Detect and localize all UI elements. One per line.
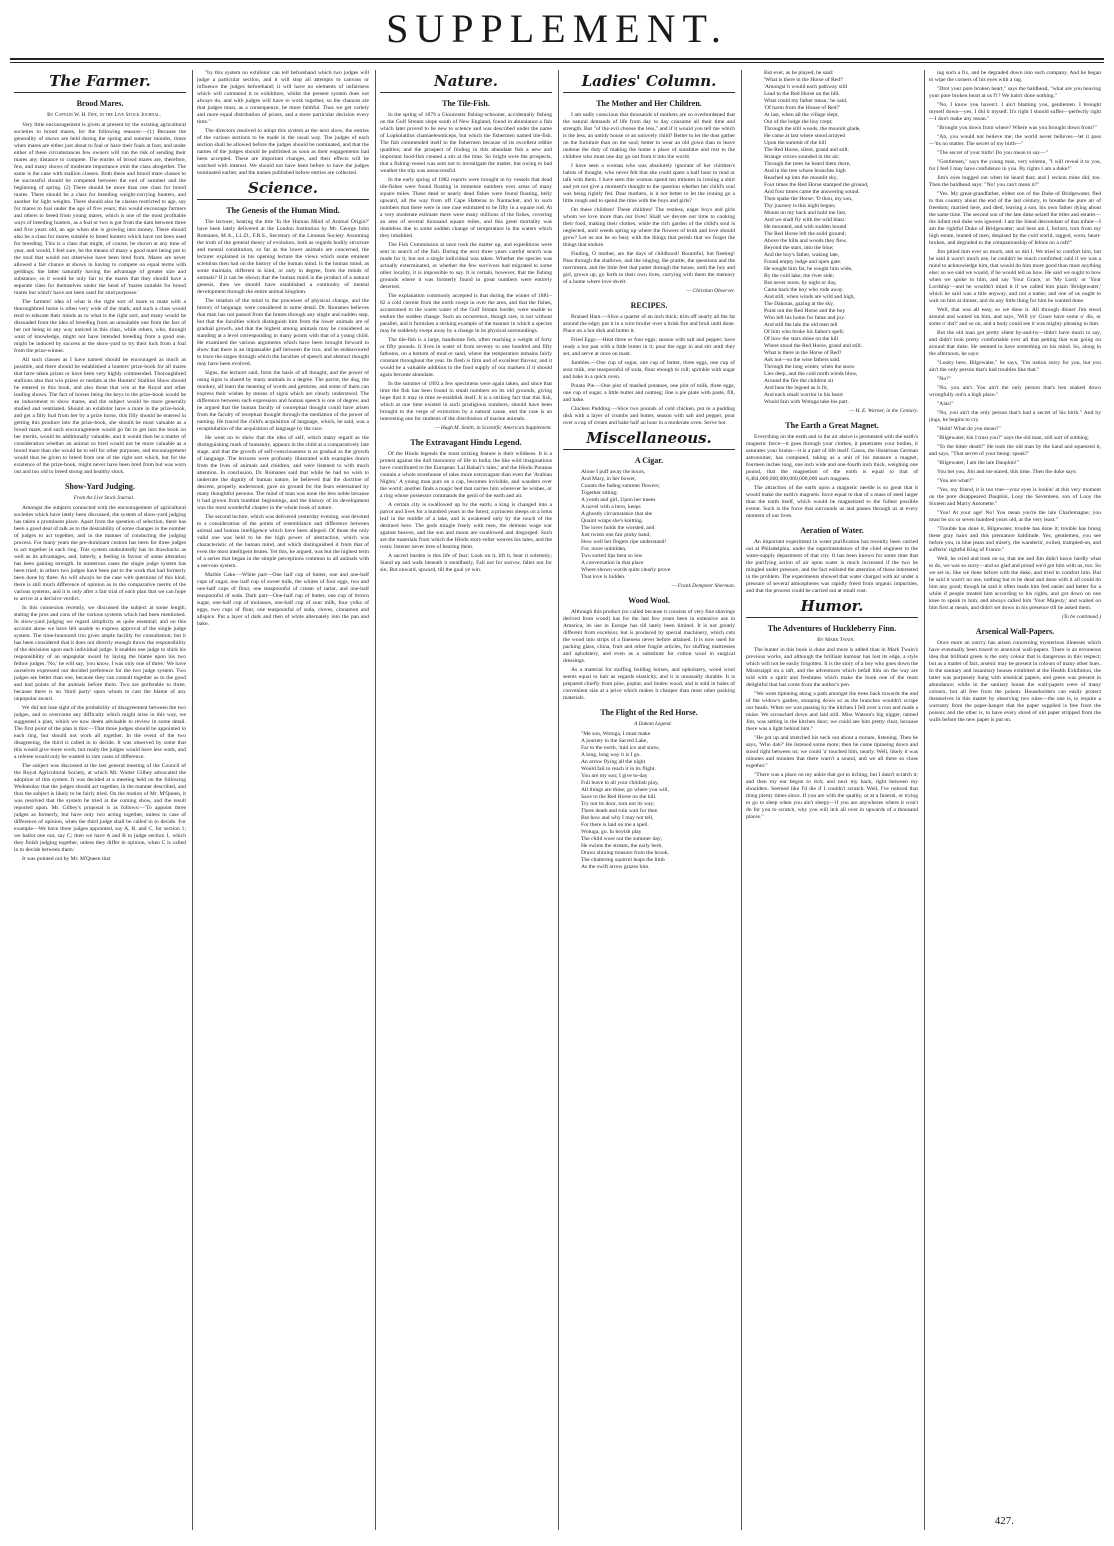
article-title: The Earth a Great Magnet.	[785, 421, 879, 430]
verse-line: A ghostly circumstance that she	[581, 511, 653, 517]
verse-line: For there is laid on me a spell.	[581, 822, 649, 828]
column-separator	[741, 70, 742, 1530]
verse-line: Two sorted lips bent so low	[581, 553, 643, 559]
paragraph: All such classes as I have named should be encouraged as much as possible, and there should be established a hunters' prize-book for all mares that have taken prizes or have been very highly commended. Thoroughbred stallions also that win prizes or medals at the Hunters' Stallion Show should be entered in this book, and also those that win at the Royal and other leading shows. The fact of horses being the keys to the prize-book would be an inducement to show mares, and the subject would be more generally studied and ventilated. Should an exhibitor have a mare in the prize-book, and get a filly foal from her by a prize horse, this filly should be entered in getting this produce into the prize-book, she should be most valuable as a brood mare, and such encouragement would go far to get into the book on her merits, would be additionally valuable, and it would then be a matter of consideration whether an animal so bred would not be more valuable as a brood mare than she would be to sell for other purposes, and encouragement would thus be given to breed from one of the right sort which, but for the existence of the prize-book, might never have been bred from but was worn out and too old to breed strong and healthy stock.	[14, 357, 186, 475]
verse-line: A conversation in that place	[581, 560, 644, 566]
verse-line: But ever, as he played, he said:	[764, 70, 834, 76]
paragraph: In the summer of 1892 a few specimens were again taken, and since that time the fish has been found in small numbers on its old grounds, giving hope that it may in time re-establish itself. It is a striking fact that this fish, which at one time existed in such prodigious numbers, should have been brought to the verge of extinction by a natural cause, and the case is an interesting one for students of the distribution of marine animals.	[380, 381, 552, 422]
paragraph: "The secret of your birth! Do you mean to say—"	[937, 150, 1048, 156]
article-title: A Cigar.	[634, 456, 664, 465]
paragraph: The Fish Commission at once took the matter up, and expeditions were sent in search of the fish. During the next three years careful search was made for it, but not a single individual was taken. Whether the species was actually exterminated, or whether the few survivors had migrated to some other locality, it is impossible to say. It is certain, however, that the fishing grounds where it was formerly found in great numbers were entirely deserted.	[380, 242, 552, 290]
heading-rule	[563, 449, 735, 450]
paragraph: Although this product (so called because it consists of very fine shavings derived from wood) has for the last few years been in extensive use in America, its use in Europe has till lately been limited. It is not greatly different from excelsior, but is produced by special machinery, which cuts the wood into strips of a fineness never before attained. It is now used for packing glass, china, fruit and other fragile articles, for stuffing mattresses and upholstery, and even as a substitute for cotton wool in surgical dressings.	[563, 609, 735, 664]
verse-line: Beyond the stars, into the blue;	[764, 245, 834, 251]
paragraph: The explanation commonly accepted is that during the winter of 1881–82 a cold current from the north swept in over the area, and that the fishes, accustomed to the warm water of the Gulf Stream border, were unable to endure the sudden change. Such an occurrence, though rare, is not without parallel, and it furnishes a striking example of the manner in which a species may be suddenly swept away by a change in its physical surroundings.	[380, 293, 552, 334]
paragraph: Of the Hindu legends the most striking feature is their wildness. It is a protest against the dull monotony of life in India; the like wild imaginations have contributed to the European 'Lal Bahari's tales,' and the Hindu Puranas contain a whole storehouse of tales more extravagant than even the 'Arabian Nights.' A young man puts on a cap, becomes invisible, and wanders over the world; another finds a magic bed that carries him wherever he wishes, or a ring whose possessor commands the genii of the earth and air.	[380, 451, 552, 499]
verse-line: Ask not—so the wise fathers said.	[764, 357, 841, 363]
department-heading: Science.	[247, 179, 318, 197]
paragraph: "We went tiptoeing along a path amongst the trees back towards the end of the widow's garden, stooping down so as the branches wouldn't scrape our heads. When we was passing by the kitchen I fell over a root and made a noise. We scrouched down and laid still. Miss Watson's big nigger, named Jim, was setting in the kitchen door; we could see him pretty clear, because there was a light behind him."	[746, 691, 918, 732]
paragraph: In the spring of 1879 a Gloucester fishing-schooner, accidentally fishing on the Gulf Stream slope south of New England, found in abundance a fish which later proved to be new to science and was described under the name of Lopholatilus chamaeleonticeps, but which the fishermen named tile-fish. The fish commended itself to the fishermen because of its excellent edible qualities; and the prospect of finding in this abundant fish a new and important food-fish created a stir at the time. So bright were the prospects, that a fishing-vessel was sent out to investigate the matter, but owing to bad weather the trip was unsuccessful.	[380, 112, 552, 174]
article-title: Wood Wool.	[628, 596, 670, 605]
paragraph: The tile-fish is a large, handsome fish, often reaching a weight of forty or fifty pounds. It lives in water of from seventy to one hundred and fifty fathoms, on a bottom of mud or sand, where the temperature remains fairly constant throughout the year. Its flesh is firm and of excellent flavour, and it would be a valuable addition to the food supply of our markets if it should again become abundant.	[380, 337, 552, 378]
article-title: Aeration of Water.	[800, 526, 864, 535]
paragraph: ing such a fix, and be degraded down into such company. And he began to wipe the corners of his eyes with a rag.	[929, 70, 1101, 83]
paragraph: "No, you ain't the only person that's had a secret of his birth." And by jings, he begins to cry.	[929, 410, 1101, 423]
verse-line: He sought him far, he sought him wide,	[764, 266, 853, 272]
paragraph: The subject was discussed at the last general meeting of the Council of the Royal Agricultural Society, at which Mr. Walter Gilbey advocated the adoption of this system. It was decided at a meeting held on the following Wednesday that the judges should act together, in the manner described, and thus the subject is likely to be fairly tried. On the motion of Mr. M'Queen, it was resolved that the system be tried at the coming show, and the result reported upon. Mr. Gilbey's proposal is as follows:—'To appoint three judges as formerly, but have only two acting together, unless in case of difference of opinion, when the third judge shall be called in to decide. For example—We have three judges appointed, say A, B, and C, for section 1; we ballot one out, say C; then we have A and B to judge section 1, which they finish judging together, unless they differ in opinion, when C is called in to decide between them.'	[14, 763, 186, 853]
paragraph: "Yes, my friend, it is too true—your eyes is lookin' at this very moment on the pore disappeared Dauphin, Looy the Seventeen, son of Looy the Sixteen and Marry Antonette."	[929, 487, 1101, 507]
paragraph: "To the bitter death!" He took the old man by the hand and squeezed it, and says, "That secret of your being: speak!"	[929, 444, 1101, 457]
verse-line: As the swift arrow grazes him.	[581, 864, 650, 870]
paragraph: "Ah, you would not believe me; the world never believes—let it pass—'tis no matter. The secret of my birth—"	[929, 134, 1101, 147]
article-title: Arsenical Wall-Papers.	[975, 627, 1055, 636]
heading-rule	[746, 617, 918, 618]
article-title: The Mother and Her Children.	[596, 99, 702, 108]
masthead-rule	[10, 58, 1104, 60]
paragraph: Braised Ham.—Slice a quarter of an inch thick; trim off nearly all the fat around the edge; put it in a wire broiler over a brisk fire and broil until done. Place on a hot dish and butter it.	[563, 314, 735, 334]
verse-line: Four times the Red Horse stamped the ground,	[764, 182, 869, 188]
column-2	[197, 70, 369, 1530]
verse-line: What is there in the Horse of Red?	[764, 350, 842, 356]
signature: — Frank Dempster Sherman.	[671, 583, 735, 589]
verse-line: And Mary, in her bower,	[581, 476, 637, 482]
verse-line: Just twists one fair pinky band;	[581, 532, 651, 538]
verse-line: The child wore out the summer day;	[581, 836, 663, 842]
paragraph: The second lecture, which was delivered yesterday evening, was devoted to a consideration of the points of resemblance and difference between animal and human intelligence which have been alleged. Of those the only valid one was held to be the high power of abstraction, which was characteristic of the human mind, and which distinguished it from that of even the most intelligent brutes. Yet this, he argued, was but the highest term of a series that began in the simple perceptions common to all animals with a nervous system.	[197, 514, 369, 569]
paragraph: As a material for stuffing bolding horses, and upholstery, wood wool seems equal to hair as regards elasticity, and it is unusually durable. It is prepared chiefly from pine, poplar, and linden wood, and is sold in bales of convenient size at a price which makes it cheaper than most other packing materials.	[563, 667, 735, 701]
masthead-rule	[10, 62, 1104, 63]
column-separator	[558, 70, 559, 1530]
paragraph: Once more an outcry has arisen concerning mysterious illnesses which have eventually been traced to arsenical wall-papers. There is an erroneous idea that brilliant green is the only colour that is dangerous in this respect; but as a matter of fact, arsenic may be present in colours of many other hues. In the sanitary and insanitary houses exhibited at the Health Exhibition, the latter was purposely hung with arsenical papers, and green was present in abundance; while in the sanitary house the wall-papers were of many colours, but all free from the poison. Householders can easily protect themselves in this matter by observing two rules—the one is, to require a warranty from the paper-hanger that the paper supplied is free from the poison; and the other is, to have every shred of old paper stripped from the walls before the new paper is put on.	[929, 640, 1101, 723]
verse-line: Mount on my back and hold me fast,	[764, 210, 847, 216]
verse-line: The Dakotas, gazing at the sky,	[764, 301, 835, 307]
paragraph: The attraction of the earth upon a magnetic needle is so great that it would make the earth's magnetic force equal to that of a mass of steel larger than the earth itself, which would be magnetized to the fullest possible extent. Such is the force that surrounds us and passes through us at every moment of our lives.	[746, 485, 918, 519]
paragraph: Jim's eyes bugged out when he heard that; and I reckon mine did, too. Then the baldhead says: "No! you can't mean it?"	[929, 175, 1101, 188]
verse-line: He mounted, and with sudden bound	[764, 224, 847, 230]
article-title: Brood Mares.	[76, 99, 124, 108]
verse-line: And in the tree whose branches high	[764, 168, 846, 174]
verse-line: Of him who broke his father's spell;	[764, 329, 845, 335]
verse-line: Then spake the Horse: 'O thou, my son,	[764, 196, 853, 202]
article-source: From the Live Stock Journal.	[73, 495, 135, 501]
page-number: 427.	[994, 1515, 1014, 1527]
verse-line: Quaint wraps she's knitting.	[581, 518, 644, 524]
verse-line: The lover holds the worsted, and	[581, 525, 655, 531]
paragraph: A sacred burden is this life of fear: Look on it, lift it, bear it solemnly; Stand up and walk beneath it steadfastly, Fall not for sorrow, falter not for sin, But onward, upward, till the goal ye win.	[380, 553, 552, 573]
article-title: The Tile-Fish.	[442, 99, 490, 108]
verse-line: There death and ruin wait for thee.	[581, 808, 659, 814]
verse-line: Lead to the Red Horse on the hill.	[764, 91, 840, 97]
paragraph: Marble Cake.—White part—One half cup of butter, one and one-half cups of sugar, one half cup of sweet milk, the whites of four eggs, two and one-half cups of flour, one teaspoonful of cream of tartar, and one-half teaspoonful of soda. Dark part—One-half cup of butter, one cup of brown sugar, one-half cup of molasses, one-half cup of sour milk, four yolks of eggs, two cups of flour, one teaspoonful of soda, cloves, cinnamon and allspice. Put a layer of dark and then of white alternately into the pan and bake.	[197, 572, 369, 627]
verse-line: 'Of harm from the House of Red?'	[764, 105, 840, 111]
verse-line: A long, long way it is I go.	[581, 752, 641, 758]
verse-line: All things are thine; go where you will,	[581, 787, 669, 793]
verse-line: For, more unbidden,	[581, 546, 627, 552]
column-6	[929, 70, 1101, 1530]
verse-line: Found empty lodge and open gate.	[764, 259, 842, 265]
verse-line: The Red Horse left the solid ground;	[764, 231, 847, 237]
paragraph: "Bilgewater, I am the late Dauphin!"	[937, 460, 1020, 466]
column-separator	[375, 70, 376, 1530]
paragraph: A certain city is swallowed up by the earth; a king is changed into a parrot and lives for a hundred years in the forest; a princess sleeps on a lotus leaf in the middle of a lake, and is awakened only by the touch of the destined hero. The gods mingle freely with men, the demons wage war against heaven, and the sun and moon are swallowed and disgorged. Such are the materials from which the Hindu story-teller weaves his tales, and the rustic listener never tires of hearing them.	[380, 502, 552, 550]
verse-line: Point out the Red Horse and the boy	[764, 308, 846, 314]
verse-line: He came at last where stood arrayed	[764, 133, 846, 139]
verse-line: And still the tale the old men tell	[764, 322, 838, 328]
verse-line: Through the trees he heard them there,	[764, 161, 851, 167]
verse-line: He swims the stream, the early herb,	[581, 843, 663, 849]
verse-line: Alone I puff away the hours,	[581, 469, 646, 475]
paragraph: Very little encouragement is given at present by the existing agricultural societies to brood mares, for the following reasons:—(1) Because the generality of shows are held during the spring and summer months, times when mares are either just about to foal or have their foals at foot, and under either of these circumstances few owners will run the risk of sending their mares any distance to compete. The entries of brood mares are, therefore, few, and many shows of moderate importance omit the class altogether. The same is the case with stallion classes. Both these and brood mare classes to be successful should be competed between the end of summer and the beginning of spring. (2) There should be more than one class for brood mares. There should be a class for breeding weight-carrying hunters, and another for light weights. There should also be classes restricted to age, say for mares to foal under the age of five years; this would encourage farmers and others to breed from young mares, which is one of the most profitable ways of breeding hunters, as a foal or two is got from the dam between three and five years old, an age when she is growing into money. There should also be a class for mares suitable to breed hunters which have not been used for breeding. This is a class that might, of course, be shown at any time of year, and would, I feel sure, be the means of many a good mare being put to the stud that would not otherwise have been bred from. Mares are never allowed a fair chance at shows in having to compete on equal terms with geldings; the latter naturally having the advantage of greater size and substance, so it would be only fair to the mares that they should have a separate class for themselves under the head of 'mares suitable for brood mares but which' have not been used for stud purposes.'	[14, 122, 186, 296]
verse-line: Above the hills and woods they flew,	[764, 238, 848, 244]
masthead: SUPPLEMENT.	[386, 6, 728, 51]
paragraph: We did not lose sight of the probability of disagreement between the two judges, and to overcome any difficulty which might arise in this way, we suggested a plan, which we now deem advisable to review in some detail. The first point of the plan is this:—That three judges should be appointed in each ring, but should not work all together. In the event of the two disagreeing, the third is called in to decide. It was observed by some that this would give more work; but really the judges would have less work, and a referee would only be wanted in rare cases of difference.	[14, 705, 186, 760]
verse-line: A novel with a hero, keeps	[581, 504, 641, 510]
heading-rule	[14, 92, 186, 93]
paragraph: "He got up and stretched his neck out about a minute, listening. Then he says, 'Who dah?' He listened some more; then he come tiptoeing down and stood right between us; we could 'a' touched him, nearly. Well, likely it was minutes and minutes that there warn't a sound, and we all there so close together."	[746, 735, 918, 769]
paragraph: An important experiment in water purification has recently been carried out at Philadelphia, under the superintendence of the chief engineer to the water-supply department of that city. It has been known for some time that the purifying action of air upon water is much increased if the two be mingled under pressure, and the fact enlisted the attention of those interested in the problem. The experiments showed that water charged with air under a pressure of several atmospheres was rapidly freed from organic impurities, and that the process could be carried out at small cost.	[746, 539, 918, 594]
verse-line: And we shall fly with the wild blast.'	[764, 217, 847, 223]
article-byline: By Mark Twain.	[817, 637, 855, 643]
paragraph: In this connexion recently, we discussed the subject at some length, stating the pros and cons of the various systems which had been mentioned. In show-yard judging we regard simplicity as quite essential; and on this account alone we have felt unable to express approval of the single judge system. The time-honoured trio gives ample facility for consultation; but it has been considered that it does not directly enough throw the responsibility of the decisions upon each individual judge. It enables one judge to shirk his responsibility of an unpopular award by laying the blame upon his two fellow judges. 'No,' he will say, 'you know, I was only one of three.' We have ourselves expressed our decided preference for the two judge system. Two judges are better than one, because they can consult together as to the good and bad points of the animals before them. Two are preferable to three, because there is no 'third party' upon whom to cast the blame of any unpopular award.	[14, 605, 186, 702]
paragraph: Potato Pie.—One pint of mashed potatoes, one pint of milk, three eggs, one cup of sugar, a little butter and nutmeg; line a pie plate with paste, fill, and bake.	[563, 383, 735, 403]
paragraph: You bet you, Jim and me stared, this time. Then the duke says:	[937, 469, 1077, 475]
verse-line: And each small warrior in his heart	[764, 392, 843, 398]
verse-line: How well her fingers ripe understand!	[581, 539, 667, 545]
paragraph: "No, I know you haven't. I ain't blaming you, gentlemen. I brought myself down—yes, I did it myself. It's right I should suffer—perfectly right—I don't make any moan."	[929, 102, 1101, 122]
verse-line: Wotuga, go. In boyish play	[581, 829, 642, 835]
verse-line: Around the fire the children sit	[764, 378, 834, 384]
verse-line: Came back the boy who rode away.	[764, 287, 844, 293]
verse-line: Upon the summit of the hill	[764, 140, 826, 146]
verse-line: The Red Horse, silent, grand and still.	[764, 147, 849, 153]
signature: (To be continued.)	[1061, 614, 1101, 620]
verse-line: Would fail to reach it in its flight.	[581, 766, 656, 772]
paragraph: "Gentlemen," says the young man, very solemn, "I will reveal it to you, for I feel I may have confidence in you. By rights I am a duke!"	[929, 159, 1101, 172]
verse-line: An arrow flying all the night	[581, 759, 646, 765]
article-title: RECIPES.	[630, 301, 668, 310]
paragraph: It was pointed out by Mr. M'Queen that	[22, 856, 111, 862]
paragraph: "There was a place on my ankle that got to itching, but I dasn't scratch it; and then my ear begun to itch; and next my back, right between my shoulders. Seemed like I'd die if I couldn't scratch. Well, I've noticed that thing plenty times since. If you are with the quality, or at a funeral, or trying to go to sleep when you ain't sleepy—if you are anywheres where it won't do for you to scratch, why you will itch all over in upwards of a thousand places."	[746, 772, 918, 820]
verse-line: Out of the lodge the boy crept;	[764, 119, 833, 125]
verse-line: Draws shining treasure from the brook,	[581, 850, 669, 856]
paragraph: The lecturer, bearing the title 'In the Human Mind of Animal Origin?' have been lately delivered at the London Institution by Mr. George John Romanes, M.A., LL.D., F.R.S., Secretary of the Linnean Society. Assuming the truth of the general theory of evolution, both as regards bodily structure and mental constitution, so far as the lower animals are concerned, the lecturer explained in his opening lecture the views which some eminent scientists then had on the history of the human mind. Is the human mind, as some maintain, different in kind, or only in degree, from the minds of animals? If it can be shown that the human mind is the product of a natural genesis, then we should have established a continuity of mental development through the entire animal kingdom.	[197, 219, 369, 295]
verse-line: Through the long winter, when the snow	[764, 364, 855, 370]
article-title: The Genesis of the Human Mind.	[226, 206, 340, 215]
paragraph: In the early spring of 1882 reports were brought in by vessels that dead tile-fishes were found floating in immense numbers over areas of many square miles. These dead or nearly dead fishes were found floating, belly upward, all the way from off Cape Hatteras to Nantucket, and in such numbers that there were in one case estimated to be fifty in a square rod. At a very moderate estimate there were many millions of the fishes, covering an area of several thousand square miles, and this great mortality was doubtless due to some sudden change of temperature in the waters which they inhabited.	[380, 177, 552, 239]
verse-line: The chattering squirrel leaps the limb	[581, 857, 665, 863]
verse-line: Try not its door, turn not its way;	[581, 801, 655, 807]
verse-line: At last, when all the village slept,	[764, 112, 839, 118]
article-title: The Adventures of Huckleberry Finn.	[767, 624, 897, 633]
paragraph: "No, you ain't. You ain't the only person that's ben snaked down wrongfully out'n a high place."	[929, 385, 1101, 398]
heading-rule	[380, 92, 552, 93]
verse-line: But never more, by night or day,	[764, 280, 837, 286]
verse-line: Far to the north, 'mid ice and snow,	[581, 745, 660, 751]
paragraph: Amongst the subjects connected with the encouragement of agricultural societies which have lately been discussed, the system of show-yard judging has taken a prominent place. Apart from the question of selection, there has been a good deal of talk as to the desirability of some changes in the number of judges to act together, and in the manner of conducting the judging process. For many years the pre-dominant custom has been for three judges to act together in each ring. This system undoubtedly has its drawbacks as well as its advantages, and, latterly, a feeling in favour of some alteration has been gaining strength. In numerous cases the single judge system has been tried; in others two judges have been put to the work that had formerly been done by three. As will always be the case with questions of this kind, there is still much difference of opinion as to the comparative merits of the various systems, and it is only after a fair trial of each plan that we can hope to arrive at a decisive verdict.	[14, 505, 186, 602]
paragraph: The farmers' idea of what is the right sort of mare to mate with a thoroughbred horse is often very wide of the mark, and such a class would tend to educate their minds as to what is the right sort, and many would be dissuaded from the idea of breeding from an unsuitable one from the fact of her not being in any way noticed in this class, while others, who, through want of knowledge, might not have intended breeding from a good one, might be induced by success at the show-yard to try their luck from a foal from the prize-winner.	[14, 299, 186, 354]
verse-line: Save to the Red Horse on the hill.	[581, 794, 657, 800]
verse-line: Would fain with Wotuga take his part.	[764, 399, 849, 405]
paragraph: "Alas!"	[937, 401, 954, 407]
paragraph: But the old man got pretty silent by-and-by—didn't have much to say, and didn't look pretty comfortable over all that petting that was going on around that duke. He seemed to have something on his mind. So, along in the afternoon, he says:	[929, 330, 1101, 357]
paragraph: "Hold! What do you mean?"	[937, 426, 1001, 432]
paragraph: Jumbles.—One cup of sugar, one cup of butter, three eggs, one cup of sour milk, one teaspoonful of soda, flour enough to roll; sprinkle with sugar and bake in a quick oven.	[563, 360, 735, 380]
verse-line: And the boy's father, waking late,	[764, 252, 840, 258]
paragraph: Fried Eggs.—Heat three or four eggs; season with salt and pepper; have ready a hot pan with a little butter in it; pour the eggs in and stir until they set, and serve at once on toast.	[563, 337, 735, 357]
heading-rule	[563, 92, 735, 93]
paragraph: "Trouble has done it, Bilgewater, trouble has done it; trouble has brung these gray hairs and this premature balditude. Yes, gentlemen, you see before you, in blue jeans and misery, the wanderin', exiled, trampled-on, and sufferin' rightful King of France."	[929, 526, 1101, 553]
column-1	[14, 70, 186, 1530]
verse-line: Who left his home for fame and joy.	[764, 315, 846, 321]
verse-line: A journey to the Sacred Lake,	[581, 738, 648, 744]
verse-line: "Me son, Wotuga, I must make	[581, 731, 651, 737]
column-3	[380, 70, 552, 1530]
paragraph: I have seen a woman who was absolutely ignorant of her children's habits of thought, who never felt that she could spare a half hour to read or talk with them. I have seen this woman spend ten minutes in ironing a shirt and yet not give a moment's thought to the question whether her child's soul was being rightly fed. Dear mothers, is it not better to let the ironing go a little rough and to spend the time with the boys and girls?	[563, 163, 735, 204]
verse-line: And still, when winds are wild and high,	[764, 294, 855, 300]
signature: — Christian Observer.	[686, 288, 735, 294]
paragraph: I am sadly conscious that thousands of mothers are so overburdened that the natural demands of life from day to day consume all their time and strength. But "of the evil choose the less," and if it would you tell me which is the less, an untidy house or an unlovely child? Better to let the dust gather on the furniture than on the soul; better to wear an old gown than to leave undone the duty of making the home a place of sunshine and rest to the children who must one day go out from it into the world.	[563, 112, 735, 160]
verse-line: Strange voices sounded in the air;	[764, 154, 840, 160]
verse-line: Lies deep, and the cold north winds blow,	[764, 371, 858, 377]
article-title: Show-Yard Judging.	[65, 482, 135, 491]
paragraph: "Yes. My great-grandfather, eldest son of the Duke of Bridgewater, fled to this country about the end of the last century, to breathe the pure air of freedom; married here, and died, leaving a son, his own father dying about the same time. The second son of the late duke seized the titles and estates—the infant real duke was ignored. I am the lineal descendant of that infant—I am the rightful Duke of Bridgewater; and here am I, forlorn, torn from my high estate, hunted of men, despised by the cold world, ragged, worn, heart-broken, and degraded to the companionship of felons on a raft!"	[929, 191, 1101, 246]
paragraph: "Looky here, Bilgewater," he says, "I'm nation sorry for you, but you ain't the only person that's had troubles like that."	[929, 360, 1101, 373]
paragraph: Chicken Pudding.—Slice two pounds of cold chicken, put in a pudding dish with a layer of crumbs and butter, season with salt and pepper, pour over a cup of cream and bake half an hour in a moderate oven. Serve hot.	[563, 406, 735, 426]
verse-line: 'Amongst it would each pathway still	[764, 84, 848, 90]
paragraph: Finding, O mother, are the days of childhood! Bountiful, but fleeting! Pass through the shallows, and the singing, the prattle, the questions and the merriment, and the little feet that patter through the house, until the boy and girl, grown up, go forth to their own lives, carrying with them the memory of a home where love dwelt.	[563, 251, 735, 285]
column-separator	[924, 70, 925, 1530]
verse-line: By the cold lake, the river side;	[764, 273, 835, 279]
signature: — H. E. Warner, in the Century.	[849, 408, 918, 414]
paragraph: "by this system no exhibitor can tell beforehand which two judges will judge a particular section, and it will stop all attempts to canvass or influence the judges beforehand; it will have no elements of unfairness which will commend it to exhibitors, whilst the present system does not always do, and with judges will have to work together, so the chances are that judges must, as a consequence, be more faithful. Thus we get variety and more equal distribution of prizes, and a more particular decision every time."	[197, 70, 369, 125]
verse-line: And hear the legend as is fit,	[764, 385, 829, 391]
paragraph: Everything on the earth and in the air above is permeated with the earth's magnetic force—it goes through your clothes, it penetrates your bodies, it saturates your brains—it is a part of life itself. Gauss, the illustrious German astronomer, has computed, taking as a unit of his measure a magnet, fourteen inches long, one inch wide and one-fourth inch thick, weighing one pound, that the magnetism of the earth is equal to that of 8,464,000,000,000,000,000,000 such magnets.	[746, 434, 918, 482]
verse-line: Through the still woods, the moonlit glade,	[764, 126, 861, 132]
paragraph: The hunter in this book is done and more is added than in Mark Twain's previous works, and although the brilliant humour has lost its edge, a style which will not be easily forgotten. It is the story of a boy who goes down the Mississippi on a raft, and the adventures which befall him on the way are told with a spirit and freshness which make the book one of the most delightful that has come from the author's pen.	[746, 647, 918, 688]
verse-line: That love is hidden.	[581, 574, 626, 580]
article-source: A Dakota Legend.	[634, 721, 672, 727]
column-5	[746, 70, 918, 1530]
verse-line: Where shown words quite clearly prove	[581, 567, 671, 573]
verse-line: Of how the stars shine on the hill	[764, 336, 839, 342]
department-heading: Humor.	[800, 597, 864, 615]
department-heading: Ladies' Column.	[581, 72, 717, 90]
article-title: The Flight of the Red Horse.	[600, 708, 698, 717]
paragraph: Well, that was all easy, so we done it. All through dinner Jim stood around and waited on him, and says, 'Will yo' Grace have some o' dis, or some o' dat?' and so on, and a body could see it was mighty pleasing to him.	[929, 307, 1101, 327]
verse-line: And four times came the answering sound.	[764, 189, 860, 195]
verse-line: Reached up into the moonlit sky,	[764, 175, 838, 181]
paragraph: Well, he cried and took on so, that me and Jim didn't know hardly what to do, we was so sorry—and so glad and proud we'd got him with us, too. So we set in, like we done before with the duke, and tried to comfort him. But he said it warn't no use, nothing but to be dead and done with it all could do him any good; though he said it often made him feel easier and better for a while if people treated him according to his rights, and got down on one knee to speak to him, and always called him 'Your Majesty,' and waited on him first at meals, and didn't set down in his presence till he asked them.	[929, 556, 1101, 611]
paragraph: "Brought you down from where? Where was you brought down from?"	[937, 125, 1097, 131]
department-heading: Miscellaneous.	[586, 429, 712, 447]
paragraph: "No?"	[937, 376, 951, 382]
verse-line: Full leave to all your childish play,	[581, 780, 659, 786]
verse-line: You are my son; I give to-day	[581, 773, 648, 779]
paragraph: On these children! These children! The restless, eager boys and girls whom we love more than our lives! Shall we devote our time to cooking their food, making their clothes, while the rich garden of the child's soul is neglected, until weeds spring up where the flowers of truth and love should grow? Let us not be so busy with the things that perish that we forget the things that endure.	[563, 207, 735, 248]
department-heading: The Farmer.	[49, 72, 151, 90]
verse-line: Thy journey is this night begun;	[764, 203, 836, 209]
verse-line: 'What is there in the Horse of Red?'	[764, 77, 844, 83]
paragraph: The relation of the mind to the processes of physical change, and the history of language, were considered in some detail. Dr. Romanes believes that man has not passed from the brutes through any single and sudden step, but that the faculties which distinguish him from the lower animals are of gradual growth, and that the highest among animals may be considered as standing at a level corresponding in many points with that of a young child. He examined the various arguments which have been brought forward to show that there is an impassable gulf between the two, and he endeavoured to trace the stages through which the faculties of speech and abstract thought may have been evolved.	[197, 298, 369, 367]
paragraph: He went on to show that the idea of self, which many regard as the distinguishing mark of humanity, appears in the child at a comparatively late stage, and that the growth of self-consciousness is as gradual as the growth of language. The lectures were profusely illustrated with examples drawn from the lives of animals and children, and were listened to with much attention. In conclusion, Dr. Romanes said that while he had no wish to underrate the dignity of human nature, he believed that the doctrine of descent, properly understood, gave no ground for the fears entertained by many thoughtful persons. The mind of man was none the less noble because it had grown from humbler beginnings, and the history of its development was the most wonderful chapter in the whole book of nature.	[197, 435, 369, 511]
signature: — Hugh M. Smith, in Scientific American Supplement.	[434, 425, 552, 431]
paragraph: "Bilgewater, kin I trust you?" says the old man, still sort of sobbing.	[937, 435, 1090, 441]
verse-line: A youth and girl, Upon her knees	[581, 497, 656, 503]
verse-line: What could my father mean,' he said,	[764, 98, 848, 104]
verse-line: Counts the fading summer flowers;	[581, 483, 660, 489]
paragraph: "Drot your pore broken heart," says the baldhead, "what are you heaving your pore broken heart at us f'r? We hain't done nothing."	[929, 86, 1101, 99]
paragraph: Signs, the lecturer said, form the basis of all thought, and the power of using signs is shared by many animals in a degree. The parrot, the dog, the monkey, all learn the meaning of words and gestures, and some of them can express their wishes by means of signs which are clearly understood. The difference between such expression and human speech is one of degree, and he argued that the human faculty of conceptual thought could have arisen from the faculty of receptual thought through the mediation of the power of naming. He traced the child's acquisition of language, which, he said, was a recapitulation of the acquisition of language by the race.	[197, 370, 369, 432]
paragraph: The directors resolved to adopt this system at the next show, the entries of the various sections to be made in the usual way. The judges of each section shall be allowed before the judges should be nominated, and that the names of the judges should be published as soon as their engagements had been accepted. These are important changes, and their effects will be watched with interest. We should not have been before to have the judges nominated earlier, and the names published before entries are collected.	[197, 128, 369, 176]
verse-line: Together sitting;	[581, 490, 618, 496]
paragraph: "You are what?"	[937, 478, 974, 484]
column-separator	[192, 70, 193, 1530]
paragraph: "You! At your age! No! You mean you're the late Charlemagne; you must be six or seven hundred years old, at the very least."	[929, 510, 1101, 523]
heading-rule	[197, 199, 369, 200]
article-title: The Extravagant Hindu Legend.	[410, 438, 522, 447]
verse-line: But how and why I may not tell,	[581, 815, 654, 821]
article-byline: By Captain W. H. Fife, in the Live Stock Journal.	[47, 112, 161, 118]
department-heading: Nature.	[434, 72, 498, 90]
paragraph: Jim pitied him ever so much, and so did I. We tried to comfort him, but he said it warn't much use, he couldn't be much comforted; said if we was a mind to acknowledge him, that would do him more good than most anything else; so we said we would, if he would tell us how. He said we ought to bow when we spoke to him, and say 'Your Grace,' or 'My Lord,' or 'Your Lordship'—and he wouldn't mind it if we called him plain 'Bridgewater,' which he said was a title anyway, and not a name; and one of us ought to wait on him at dinner, and do any little thing for him he wanted done.	[929, 249, 1101, 304]
verse-line: Where stood the Red Horse, grand and still.	[764, 343, 863, 349]
column-4	[563, 70, 735, 1530]
